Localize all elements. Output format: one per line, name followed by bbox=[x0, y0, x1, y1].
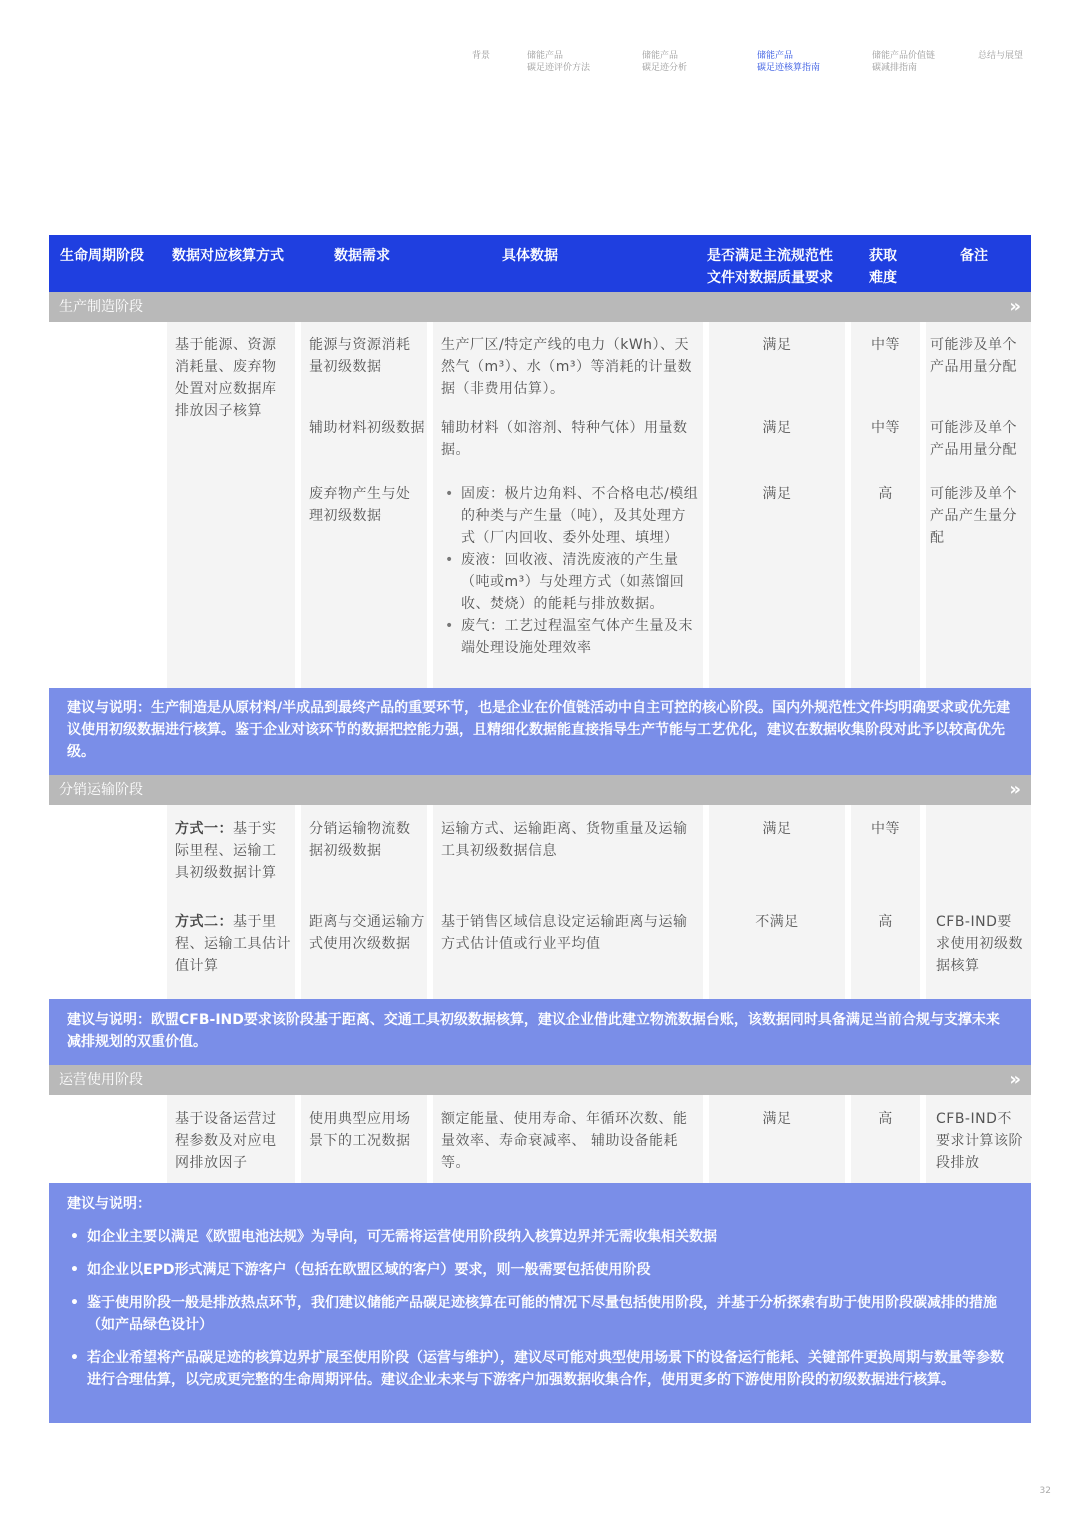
nav-item-label: 总结与展望 bbox=[978, 51, 1024, 61]
remark: 可能涉及单个产品用量分配 bbox=[930, 337, 1017, 375]
header-difficulty-line2: 难度 bbox=[869, 270, 897, 286]
data-need: 使用典型应用场景下的工况数据 bbox=[309, 1111, 411, 1149]
section-rows-operation bbox=[49, 1095, 1031, 1183]
nav-item-reduction-guide[interactable] bbox=[872, 50, 935, 74]
specific-data: 运输方式、运输距离、货物重量及运输工具初级数据信息 bbox=[441, 821, 688, 859]
section-bar-operation[interactable] bbox=[49, 1065, 1031, 1095]
header-data-need: 数据需求 bbox=[334, 248, 390, 264]
quality-compliance: 满足 bbox=[762, 486, 792, 502]
note-list bbox=[67, 1226, 1013, 1391]
method-label: 方式一： bbox=[175, 821, 233, 837]
section-title: 运营使用阶段 bbox=[59, 1072, 143, 1088]
remark: 可能涉及单个产品产生量分配 bbox=[930, 486, 1017, 546]
header-remark: 备注 bbox=[960, 248, 988, 264]
nav-item-footprint-analysis[interactable] bbox=[642, 50, 687, 74]
method-text: 基于实际里程、运输工具初级数据计算 bbox=[175, 821, 277, 881]
data-need: 距离与交通运输方式使用次级数据 bbox=[309, 914, 425, 952]
list-item: • 废液：回收液、清洗废液的产生量（吨或m³）与处理方式（如蒸馏回收、焚烧）的能耗与排放数据。 bbox=[441, 549, 699, 615]
header-quality-line1: 是否满足主流规范性 bbox=[707, 248, 833, 264]
method-text: 基于里程、运输工具估计值计算 bbox=[175, 914, 291, 974]
nav-item-sublabel: 碳足迹评价方法 bbox=[527, 63, 591, 73]
data-need: 辅助材料初级数据 bbox=[309, 420, 425, 436]
section-bar-production[interactable] bbox=[49, 292, 1031, 322]
top-navigation bbox=[0, 50, 1080, 80]
double-chevron-right-icon[interactable]: » bbox=[1009, 779, 1021, 800]
header-lifecycle-stage: 生命周期阶段 bbox=[60, 248, 144, 264]
header-quality-line2: 文件对数据质量要求 bbox=[707, 270, 833, 286]
list-item: • 如企业主要以满足《欧盟电池法规》为导向，可无需将运营使用阶段纳入核算边界并无需收集相关数据 bbox=[67, 1226, 1013, 1248]
list-item: • 固废：极片边角料、不合格电芯/模组的种类与产生量（吨），及其处理方式（厂内回收、委外处理、填埋） bbox=[441, 483, 699, 549]
list-item: • 如企业以EPD形式满足下游客户（包括在欧盟区域的客户）要求，则一般需要包括使用阶段 bbox=[67, 1259, 1013, 1281]
specific-data-list bbox=[441, 483, 699, 659]
difficulty: 高 bbox=[878, 914, 893, 930]
specific-data: 额定能量、使用寿命、年循环次数、能量效率、寿命衰减率、 辅助设备能耗等。 bbox=[441, 1111, 688, 1171]
nav-item-sublabel: 碳足迹核算指南 bbox=[757, 63, 821, 73]
list-item: • 若企业希望将产品碳足迹的核算边界扩展至使用阶段（运营与维护），建议尽可能对典型使用场景下的设备运行能耗、关键部件更换周期与数量等参数进行合理估算，以完成更完整的生命周期评估。建议企业未来与下游客户加强数据收集合作，使用更多的下游使用阶段的初级数据进行核算。 bbox=[67, 1347, 1013, 1391]
column-bg bbox=[851, 322, 920, 688]
nav-item-label: 储能产品 bbox=[757, 51, 794, 61]
double-chevron-right-icon[interactable]: » bbox=[1009, 1069, 1021, 1090]
list-item: • 废气：工艺过程温室气体产生量及末端处理设施处理效率 bbox=[441, 615, 699, 659]
recommendation-note-production: 建议与说明：生产制造是从原材料/半成品到最终产品的重要环节，也是企业在价值链活动中自主可控的核心阶段。国内外规范性文件均明确要求或优先建议使用初级数据进行核算。鉴于企业对该环节的数据把控能力强，且精细化数据能直接指导生产节能与工艺优化，建议在数据收集阶段对此予以较高优先级。 bbox=[49, 688, 1031, 775]
section-rows-distribution bbox=[49, 805, 1031, 999]
remark: CFB-IND要求使用初级数据核算 bbox=[936, 914, 1023, 974]
data-need: 分销运输物流数据初级数据 bbox=[309, 821, 411, 859]
specific-data: 基于销售区域信息设定运输距离与运输方式估计值或行业平均值 bbox=[441, 914, 688, 952]
page-number: 32 bbox=[1039, 1486, 1051, 1496]
table-header bbox=[49, 235, 1031, 292]
accounting-method bbox=[175, 911, 293, 977]
accounting-method: 基于设备运营过程参数及对应电网排放因子 bbox=[175, 1111, 277, 1171]
section-bar-distribution[interactable] bbox=[49, 775, 1031, 805]
accounting-method: 基于能源、资源消耗量、废弃物处置对应数据库排放因子核算 bbox=[175, 337, 277, 419]
nav-item-evaluation-method[interactable] bbox=[527, 50, 590, 74]
quality-compliance: 满足 bbox=[762, 1111, 792, 1127]
nav-item-background[interactable] bbox=[472, 50, 490, 62]
section-title: 分销运输阶段 bbox=[59, 782, 143, 798]
quality-compliance: 满足 bbox=[762, 420, 792, 436]
accounting-method bbox=[175, 818, 287, 884]
header-difficulty-line1: 获取 bbox=[869, 248, 897, 264]
nav-item-label: 储能产品 bbox=[527, 51, 564, 61]
method-label: 方式二： bbox=[175, 914, 233, 930]
data-need: 能源与资源消耗量初级数据 bbox=[309, 337, 411, 375]
difficulty: 中等 bbox=[871, 337, 900, 353]
nav-item-summary-outlook[interactable] bbox=[978, 50, 1023, 62]
header-quality-compliance bbox=[707, 245, 833, 289]
nav-item-label: 储能产品价值链 bbox=[872, 51, 936, 61]
nav-item-accounting-guide[interactable] bbox=[757, 50, 820, 74]
difficulty: 高 bbox=[878, 486, 893, 502]
recommendation-note-operation bbox=[49, 1183, 1031, 1423]
nav-item-sublabel: 碳减排指南 bbox=[872, 63, 918, 73]
data-requirements-table bbox=[49, 235, 1031, 1423]
remark: 可能涉及单个产品用量分配 bbox=[930, 420, 1017, 458]
quality-compliance: 满足 bbox=[762, 821, 792, 837]
header-accounting-method: 数据对应核算方式 bbox=[172, 248, 284, 264]
section-rows-production bbox=[49, 322, 1031, 688]
data-need: 废弃物产生与处理初级数据 bbox=[309, 486, 411, 524]
difficulty: 中等 bbox=[871, 821, 900, 837]
nav-item-label: 背景 bbox=[472, 51, 491, 61]
double-chevron-right-icon[interactable]: » bbox=[1009, 296, 1021, 317]
list-item: • 鉴于使用阶段一般是排放热点环节，我们建议储能产品碳足迹核算在可能的情况下尽量包括使用阶段，并基于分析探索有助于使用阶段碳减排的措施（如产品绿色设计） bbox=[67, 1292, 1013, 1336]
section-title: 生产制造阶段 bbox=[59, 299, 143, 315]
quality-compliance: 不满足 bbox=[755, 914, 799, 930]
note-title: 建议与说明： bbox=[67, 1196, 151, 1212]
nav-item-label: 储能产品 bbox=[642, 51, 679, 61]
quality-compliance: 满足 bbox=[762, 337, 792, 353]
column-bg bbox=[709, 322, 845, 688]
nav-item-sublabel: 碳足迹分析 bbox=[642, 63, 688, 73]
header-difficulty bbox=[869, 245, 897, 289]
specific-data: 辅助材料（如溶剂、特种气体）用量数据。 bbox=[441, 420, 688, 458]
recommendation-note-distribution: 建议与说明：欧盟CFB-IND要求该阶段基于距离、交通工具初级数据核算，建议企业借此建立物流数据台账，该数据同时具备满足当前合规与支撑未来减排规划的双重价值。 bbox=[49, 999, 1031, 1065]
header-specific-data: 具体数据 bbox=[502, 248, 558, 264]
specific-data: 生产厂区/特定产线的电力（kWh）、天然气（m³）、水（m³）等消耗的计量数据（非费用估算）。 bbox=[441, 337, 692, 397]
difficulty: 中等 bbox=[871, 420, 900, 436]
remark: CFB-IND不要求计算该阶段排放 bbox=[936, 1111, 1023, 1171]
difficulty: 高 bbox=[878, 1111, 893, 1127]
